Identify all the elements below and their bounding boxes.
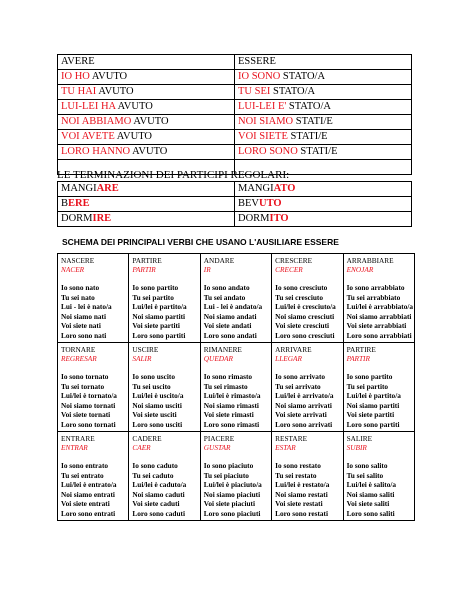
verb-cell [272,432,343,521]
pronoun-auxiliary: NOI SIAMO [238,116,294,127]
table-row [58,85,412,100]
conjugation-line: Loro sono partiti [132,330,186,340]
verb-cell [200,254,271,343]
verb-infinitive: ANDARE [203,256,235,265]
pronoun-auxiliary: IO HO [61,71,90,82]
pronoun-auxiliary: IO SONO [238,71,281,82]
word-ending: ERE [68,198,90,209]
pronoun-auxiliary: VOI AVETE [61,131,115,142]
essere-cell [235,100,412,115]
conjugation-line: Tu sei nato [61,292,95,302]
essere-cell [235,145,412,160]
word-stem: MANGI [61,183,97,194]
conjugation-line: Loro sono andati [203,330,257,340]
pronoun-auxiliary: VOI SIETE [238,131,288,142]
conjugation-list [275,461,339,518]
conjugation-line: Lui/lei è uscito/a [132,391,184,400]
verb-cell [58,254,129,343]
conjugation-list [204,461,268,518]
conjugation-line: Tu sei arrabbiato [346,292,401,302]
spanish-translation: PARTIR [346,354,370,363]
verb-infinitive: ENTRARE [61,434,95,443]
conjugation-line: Io sono partito [132,283,179,292]
conjugation-list [132,372,196,429]
conjugation-line: Io sono partito [346,372,393,381]
conjugation-line: Tu sei piaciuto [203,470,249,480]
spanish-translation: CAER [132,443,151,452]
conjugation-line: Lui/lei è salito/a [346,480,397,489]
participles-table [57,181,412,227]
table-row [58,197,412,212]
conjugation-line: Lui/lei è cresciuto/a [275,302,336,311]
conjugation-line: Voi siete entrati [61,499,110,508]
infinitive-cell [58,182,235,197]
verb-cell [58,432,129,521]
essere-cell [235,130,412,145]
verb-cell [343,432,414,521]
pronoun-auxiliary: TU HAI [61,86,97,97]
conjugation-line: Lui/lei è entrato/a [61,480,117,489]
conjugation-line: Voi siete andati [203,321,252,330]
infinitive-cell [58,212,235,227]
conjugation-line: Voi siete tornati [61,410,111,419]
spanish-translation: SALIR [132,354,152,363]
conjugation-line: Loro sono partiti [346,419,400,429]
conjugation-line: Io sono uscito [132,372,175,381]
verb-infinitive: USCIRE [132,345,159,354]
spanish-translation: QUEDAR [203,354,233,363]
spanish-translation: PARTIR [132,265,156,274]
conjugation-list [275,372,339,429]
conjugation-line: Noi siamo rimasti [203,400,259,410]
conjugation-line: Noi siamo entrati [61,489,115,499]
participle-cell [235,197,412,212]
verb-infinitive: CRESCERE [275,256,313,265]
conjugation-line: Lui/lei è restato/a [275,480,330,489]
conjugation-line: Tu sei andato [203,292,246,302]
conjugation-line: Tu sei tornato [61,381,105,391]
participle-cell [235,212,412,227]
spanish-translation: NACER [61,265,85,274]
conjugation-line: Io sono cresciuto [275,283,328,292]
word-ending: IRE [92,213,112,224]
spanish-translation: GUSTAR [203,443,231,452]
conjugation-line: Tu sei caduto [132,470,174,480]
conjugation-line: Loro sono arrabbiati [346,330,412,340]
word-ending: ARE [96,183,119,194]
conjugation-list [204,283,268,340]
verb-cell [129,254,200,343]
participle-cell [235,182,412,197]
participle-text: STATO/A [286,101,332,112]
avere-essere-table [57,54,412,175]
conjugation-list [275,283,339,340]
participle-text: STATO/A [280,71,326,82]
verb-cell [200,432,271,521]
verb-infinitive: PARTIRE [346,345,376,354]
participle-text: AVUTO [131,116,169,127]
pronoun-auxiliary: LUI-LEI HA [61,101,116,112]
verb-cell [58,343,129,432]
conjugation-line: Noi siamo cresciuti [275,311,335,321]
conjugation-line: Lui/lei è partito/a [132,302,187,311]
word-ending: ATO [273,183,296,194]
conjugation-list [347,372,411,429]
conjugation-line: Voi siete cresciuti [275,321,330,330]
avere-cell [58,70,235,85]
schema-title: SCHEMA DEI PRINCIPALI VERBI CHE USANO L'AUSILIARE ESSERE [62,237,339,247]
table-row [58,115,412,130]
conjugation-line: Tu sei restato [275,470,317,480]
verb-cell [129,343,200,432]
conjugation-line: Tu sei uscito [132,381,171,391]
conjugation-line: Io sono restato [275,461,321,470]
conjugation-line: Loro sono cresciuti [275,330,335,340]
conjugation-line: Lui/lei è rimasto/a [203,391,261,400]
spanish-translation: IR [203,265,211,274]
conjugation-line: Loro sono usciti [132,419,183,429]
pronoun-auxiliary: LUI-LEI E' [238,101,287,112]
avere-cell [58,115,235,130]
verb-cell [272,254,343,343]
table-row [58,343,415,432]
conjugation-line: Voi siete piaciuti [203,499,255,508]
table-row [58,182,412,197]
conjugation-list [61,372,125,429]
conjugation-line: Tu sei rimasto [203,381,248,391]
conjugation-line: Io sono tornato [61,372,109,381]
avere-cell [58,130,235,145]
essere-cell [235,115,412,130]
spanish-translation: SUBIR [346,443,367,452]
participle-text: AVUTO [89,71,128,82]
word-stem: MANGI [238,183,274,194]
word-stem: BEV [238,198,259,209]
verb-infinitive: ARRABBIARE [346,256,394,265]
conjugation-line: Noi siamo usciti [132,400,182,410]
conjugation-line: Voi siete arrabbiati [346,321,407,330]
participle-text: AVUTO [96,86,134,97]
verb-cell [272,343,343,432]
verb-cell [343,343,414,432]
conjugation-list [347,461,411,518]
pronoun-auxiliary: LORO HANNO [61,146,131,157]
conjugation-line: Noi siamo piaciuti [203,489,261,499]
essere-cell [235,70,412,85]
verb-infinitive: TORNARE [61,345,96,354]
conjugation-line: Lui/lei è piaciuto/a [203,480,262,489]
conjugation-line: Loro sono entrati [61,508,116,518]
participle-text: AVUTO [130,146,168,157]
verb-cell [343,254,414,343]
participle-text: AVERE [61,56,95,67]
verb-infinitive: ARRIVARE [275,345,312,354]
verb-infinitive: CADERE [132,434,162,443]
spanish-translation: REGRESAR [61,354,97,363]
conjugation-line: Tu sei partito [346,381,389,391]
verb-infinitive: RESTARE [275,434,308,443]
table-row [58,55,412,70]
conjugation-line: Noi siamo arrabbiati [346,311,412,321]
conjugation-line: Noi siamo restati [275,489,328,499]
conjugation-line: Loro sono piaciuti [203,508,261,518]
conjugation-line: Io sono arrabbiato [346,283,405,292]
conjugation-line: Noi siamo partiti [346,400,400,410]
participle-text: STATI/E [297,146,338,157]
table-row [58,432,415,521]
conjugation-line: Tu sei cresciuto [275,292,324,302]
verb-infinitive: RIMANERE [203,345,242,354]
essere-verbs-table [57,253,415,521]
table-row [58,254,415,343]
conjugation-line: Loro sono tornati [61,419,116,429]
conjugation-line: Voi siete arrivati [275,410,327,419]
participle-text: AVUTO [114,131,153,142]
conjugation-line: Loro sono nati [61,330,107,340]
conjugation-line: Io sono nato [61,283,100,292]
conjugation-line: Noi siamo caduti [132,489,185,499]
verb-infinitive: NASCERE [61,256,95,265]
verb-infinitive: SALIRE [346,434,373,443]
word-stem: B [61,198,69,209]
verb-infinitive: PARTIRE [132,256,162,265]
conjugation-line: Noi siamo tornati [61,400,116,410]
pronoun-auxiliary: LORO SONO [238,146,298,157]
pronoun-auxiliary: NOI ABBIAMO [61,116,132,127]
spanish-translation: ENOJAR [346,265,374,274]
conjugation-line: Loro sono saliti [346,508,395,518]
conjugation-line: Voi siete rimasti [203,410,254,419]
conjugation-list [61,461,125,518]
conjugation-line: Tu sei entrato [61,470,104,480]
participle-text: STATI/E [293,116,333,127]
word-stem: DORM [61,213,93,224]
participles-title: LE TERMINAZIONI DEI PARTICIPI REGOLARI: [57,169,290,181]
spanish-translation: ENTRAR [61,443,88,452]
essere-cell [235,85,412,100]
spanish-translation: CRECER [275,265,303,274]
participle-text: STATI/E [287,131,328,142]
conjugation-line: Lui/lei è arrabbiato/a [346,302,414,311]
conjugation-line: Lui/lei è caduto/a [132,480,187,489]
conjugation-list [346,283,414,340]
participle-text: AVUTO [115,101,153,112]
conjugation-list [61,283,125,340]
conjugation-line: Noi siamo nati [61,311,106,321]
conjugation-line: Io sono entrato [61,461,109,470]
avere-cell [58,55,235,70]
conjugation-line: Io sono salito [346,461,388,470]
conjugation-line: Voi siete saliti [346,499,390,508]
avere-cell [58,100,235,115]
table-row [58,130,412,145]
table-row [58,145,412,160]
infinitive-cell [58,197,235,212]
conjugation-line: Io sono rimasto [203,372,253,381]
conjugation-line: Lui - lei è andato/a [203,302,263,311]
conjugation-line: Lui/lei è arrivato/a [275,391,334,400]
table-row [58,70,412,85]
essere-cell [235,55,412,70]
conjugation-line: Voi siete restati [275,499,323,508]
conjugation-line: Tu sei salito [346,470,384,480]
conjugation-line: Noi siamo andati [203,311,257,321]
conjugation-line: Voi siete partiti [346,410,395,419]
table-row [58,212,412,227]
word-ending: UTO [259,198,282,209]
verb-cell [200,343,271,432]
conjugation-line: Lui/lei è partito/a [346,391,401,400]
avere-cell [58,85,235,100]
conjugation-line: Io sono caduto [132,461,178,470]
participle-text: STATO/A [270,86,316,97]
conjugation-line: Noi siamo partiti [132,311,186,321]
conjugation-line: Voi siete caduti [132,499,180,508]
conjugation-line: Lui/lei è tornato/a [61,391,117,400]
word-ending: ITO [269,213,289,224]
word-stem: DORM [238,213,270,224]
verb-cell [129,432,200,521]
conjugation-line: Loro sono caduti [132,508,185,518]
conjugation-line: Loro sono rimasti [203,419,260,429]
spanish-translation: ESTAR [275,443,296,452]
conjugation-line: Loro sono arrivati [275,419,333,429]
conjugation-line: Voi siete usciti [132,410,177,419]
conjugation-line: Noi siamo saliti [346,489,395,499]
conjugation-list [132,461,196,518]
avere-cell [58,145,235,160]
conjugation-line: Io sono piaciuto [203,461,254,470]
conjugation-line: Loro sono restati [275,508,329,518]
conjugation-line: Tu sei partito [132,292,174,302]
conjugation-line: Tu sei arrivato [275,381,321,391]
pronoun-auxiliary: TU SEI [238,86,271,97]
verb-infinitive: PIACERE [203,434,235,443]
table-row [58,100,412,115]
conjugation-line: Voi siete nati [61,321,101,330]
conjugation-list [204,372,268,429]
conjugation-line: Io sono andato [203,283,250,292]
conjugation-line: Io sono arrivato [275,372,326,381]
conjugation-line: Lui - lei è nato/a [61,302,112,311]
spanish-translation: LLEGAR [275,354,302,363]
conjugation-list [132,283,196,340]
conjugation-line: Voi siete partiti [132,321,180,330]
conjugation-line: Noi siamo arrivati [275,400,332,410]
participle-text: ESSERE [238,56,276,67]
